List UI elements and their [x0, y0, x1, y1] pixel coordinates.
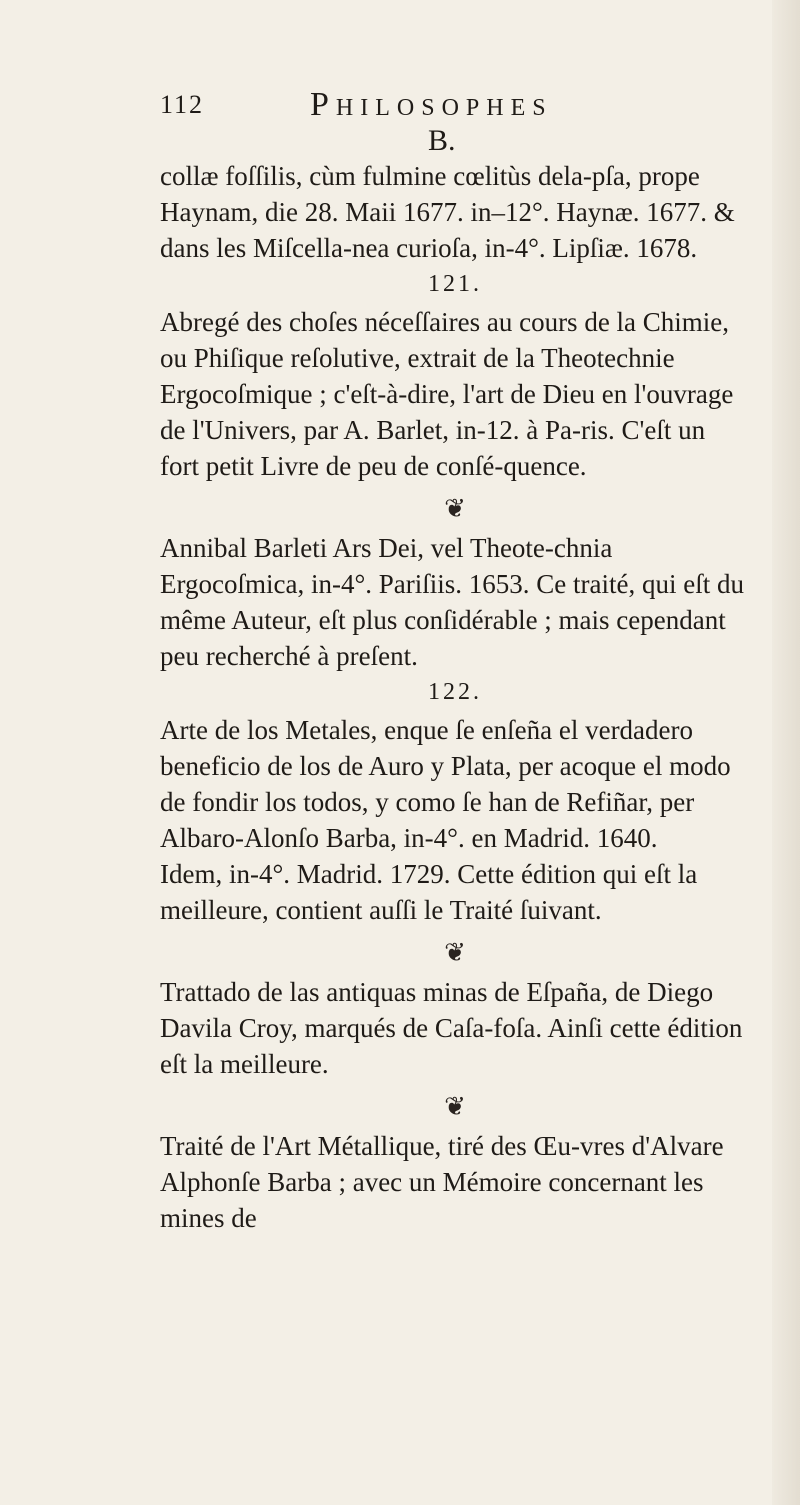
- entry-number: 121.: [428, 271, 482, 297]
- ornament-divider: ❦: [444, 938, 466, 967]
- ornament-divider: ❦: [444, 494, 466, 523]
- entry-text: Traité de l'Art Métallique, tiré des Œu-vres d'Alvare Alphonſe Barba ; avec un Mémoire concernant les mines de: [160, 1131, 724, 1233]
- page-gutter-shadow: [772, 0, 800, 1505]
- page-number: 112: [160, 90, 205, 119]
- entry-text: Annibal Barleti Ars Dei, vel Theote-chnia Ergocoſmica, in-4°. Pariſiis. 1653. Ce traité, qui eſt du même Auteur, eſt plus conſidérable ; mais cependant peu recherché à preſent.: [160, 533, 744, 671]
- entry-text: Arte de los Metales, enque ſe enſeña el verdadero beneficio de los de Auro y Plata, per acoque el modo de fondir los todos, y como ſe han de Refiñar, per Albaro-Alonſo Barba, in-4°. en Madrid. 1640.: [160, 715, 731, 853]
- entry-trattado: [160, 974, 750, 1082]
- entry-continuation: [160, 158, 750, 266]
- running-head: Philosophes: [310, 86, 553, 123]
- entry-121: [160, 304, 750, 484]
- entry-text: Trattado de las antiquas minas de Eſpaña, de Diego Davila Croy, marqués de Caſa-foſa. Ainſi cette édition eſt la meilleure.: [160, 977, 743, 1079]
- page-body: [160, 158, 750, 1236]
- ornament-divider: ❦: [444, 1092, 466, 1121]
- entry-text: Abregé des choſes néceſſaires au cours de la Chimie, ou Phiſique reſolutive, extrait de la Theotechnie Ergocoſmique ; c'eſt-à-dire, l'art de Dieu en l'ouvrage de l'Univers, par A. Barlet, in-12. à Pa-ris. C'eſt un fort petit Livre de peu de conſé-quence.: [160, 307, 734, 481]
- entry-barleti-ars-dei: [160, 530, 750, 674]
- section-letter: B.: [428, 124, 456, 157]
- entry-text: Idem, in-4°. Madrid. 1729. Cette édition qui eſt la meilleure, contient auſſi le Traité ſuivant.: [160, 859, 698, 925]
- entry-122: [160, 712, 750, 856]
- entry-text: collæ foſſilis, cùm fulmine cœlitùs dela-pſa, prope Haynam, die 28. Maii 1677. in–12°. Haynæ. 1677. & dans les Miſcella-nea curioſa, in-4°. Lipſiæ. 1678.: [160, 161, 735, 263]
- page-header: [160, 86, 630, 126]
- entry-number: 122.: [428, 679, 482, 705]
- entry-idem-madrid: [160, 856, 750, 928]
- entry-traite-art-metallique: [160, 1128, 750, 1236]
